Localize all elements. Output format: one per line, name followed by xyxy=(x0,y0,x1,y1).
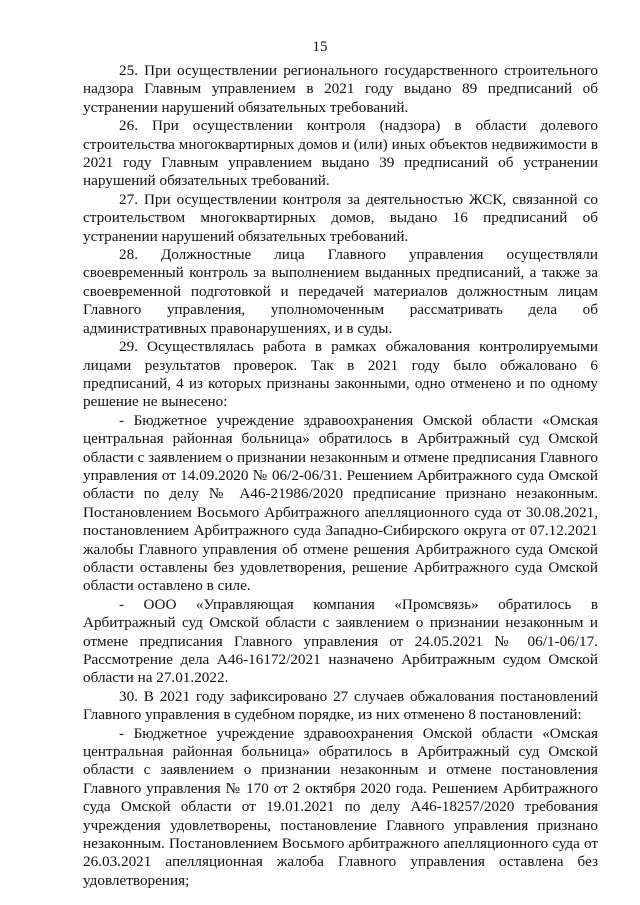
page-number: 15 xyxy=(312,39,328,55)
list-item-appeal-1: - Бюджетное учреждение здравоохранения Омской области «Омская центральная районная больница» обратилось в Арбитражный суд Омской области с заявлением о признании незаконным и отмене предписания Главного управления от 14.09.2020 № 06/2-06/31. Решением Арбитражного суда Омской области по делу № А46-21986/2020 предписание признано незаконным. Постановлением Восьмого Арбитражного апелляционного суда от 30.08.2021, постановлением Арбитражного суда Западно-Сибирского округа от 07.12.2021 жалобы Главного управления об отмене решения Арбитражного суда Омской области оставлены без удовлетворения, решение Арбитражного суда Омской области оставлено в силе. xyxy=(83,411,598,595)
document-body xyxy=(83,62,598,890)
paragraph-27: 27. При осуществлении контроля за деятельностью ЖСК, связанной со строительством многоквартирных домов, выдано 16 предписаний об устранении нарушений обязательных требований. xyxy=(83,190,598,245)
paragraph-26: 26. При осуществлении контроля (надзора) в области долевого строительства многоквартирных домов и (или) иных объектов недвижимости в 2021 году Главным управлением выдано 39 предписаний об устранении нарушений обязательных требований. xyxy=(83,117,598,190)
paragraph-29: 29. Осуществлялась работа в рамках обжалования контролируемыми лицами результатов проверок. Так в 2021 году было обжаловано 6 предписаний, 4 из которых признаны законными, одно отменено и по одному решение не вынесено: xyxy=(83,338,598,411)
paragraph-28: 28. Должностные лица Главного управления осуществляли своевременный контроль за выполнением выданных предписаний, а также за своевременной подготовкой и передачей материалов должностным лицам Главного управления, уполномоченным рассматривать дела об административных правонарушениях, и в суды. xyxy=(83,246,598,337)
list-item-appeal-2: - ООО «Управляющая компания «Промсвязь» обратилось в Арбитражный суд Омской области с заявлением о признании незаконным и отмене предписания Главного управления от 24.05.2021 № 06/1-06/17. Рассмотрение дела А46-16172/2021 назначено Арбитражным судом Омской области на 27.01.2022. xyxy=(83,595,598,687)
paragraph-25: 25. При осуществлении регионального государственного строительного надзора Главным управлением в 2021 году выдано 89 предписаний об устранении нарушений обязательных требований. xyxy=(83,62,598,116)
list-item-ruling-1: - Бюджетное учреждение здравоохранения Омской области «Омская центральная районная больница» обратилось в Арбитражный суд Омской области с заявлением о признании незаконным и отмене постановления Главного управления № 170 от 2 октября 2020 года. Решением Арбитражного суда Омской области от 19.01.2021 по делу А46-18257/2020 требования учреждения удовлетворены, постановление Главного управления признано незаконным. Постановлением Восьмого арбитражного апелляционного суда от 26.03.2021 апелляционная жалоба Главного управления оставлена без удовлетворения; xyxy=(83,724,598,889)
paragraph-30: 30. В 2021 году зафиксировано 27 случаев обжалования постановлений Главного управления в судебном порядке, из них отменено 8 постановлений: xyxy=(83,687,598,724)
